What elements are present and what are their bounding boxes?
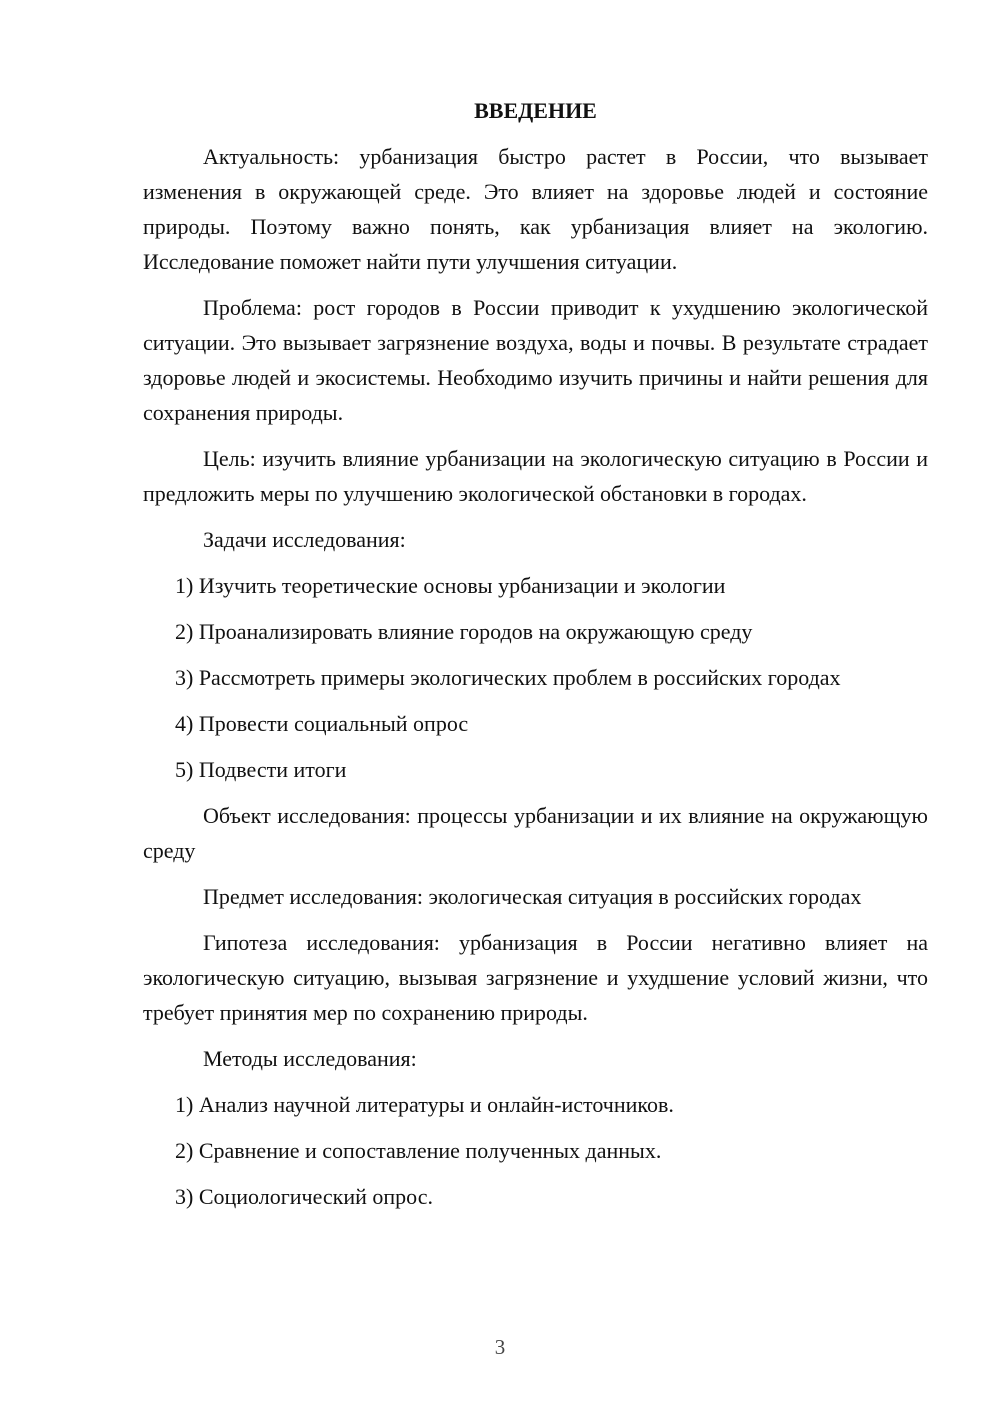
task-item: 1) Изучить теоретические основы урбанизации и экологии (175, 573, 726, 598)
task-item: 3) Рассмотреть примеры экологических проблем в российских городах (175, 665, 841, 690)
subject-paragraph: Предмет исследования: экологическая ситуация в российских городах (203, 884, 862, 909)
tasks-heading: Задачи исследования: (203, 527, 406, 552)
problem-paragraph: Проблема: рост городов в России приводит к ухудшению экологической ситуации. Это вызывает загрязнение воздуха, воды и почвы. В результате страдает здоровье людей и экосистемы. Необходимо изучить причины и найти решения для сохранения природы. (143, 295, 928, 425)
page-title: ВВЕДЕНИЕ (474, 98, 597, 123)
document-body (143, 94, 928, 1225)
page-number: 3 (494, 1335, 506, 1359)
relevance-paragraph: Актуальность: урбанизация быстро растет в России, что вызывает изменения в окружающей среде. Это влияет на здоровье людей и состояние природы. Поэтому важно понять, как урбанизация влияет на экологию. Исследование поможет найти пути улучшения ситуации. (143, 144, 928, 274)
task-item: 4) Провести социальный опрос (175, 711, 469, 736)
method-item: 3) Социологический опрос. (175, 1184, 433, 1209)
object-paragraph: Объект исследования: процессы урбанизации и их влияние на окружающую среду (143, 803, 928, 863)
methods-heading: Методы исследования: (203, 1046, 417, 1071)
method-item: 2) Сравнение и сопоставление полученных данных. (175, 1138, 662, 1163)
task-item: 5) Подвести итоги (175, 757, 347, 782)
task-item: 2) Проанализировать влияние городов на окружающую среду (175, 619, 753, 644)
hypothesis-paragraph: Гипотеза исследования: урбанизация в России негативно влияет на экологическую ситуацию, вызывая загрязнение и ухудшение условий жизни, что требует принятия мер по сохранению природы. (143, 930, 928, 1025)
method-item: 1) Анализ научной литературы и онлайн-источников. (175, 1092, 674, 1117)
goal-paragraph: Цель: изучить влияние урбанизации на экологическую ситуацию в России и предложить меры по улучшению экологической обстановки в городах. (143, 446, 928, 506)
